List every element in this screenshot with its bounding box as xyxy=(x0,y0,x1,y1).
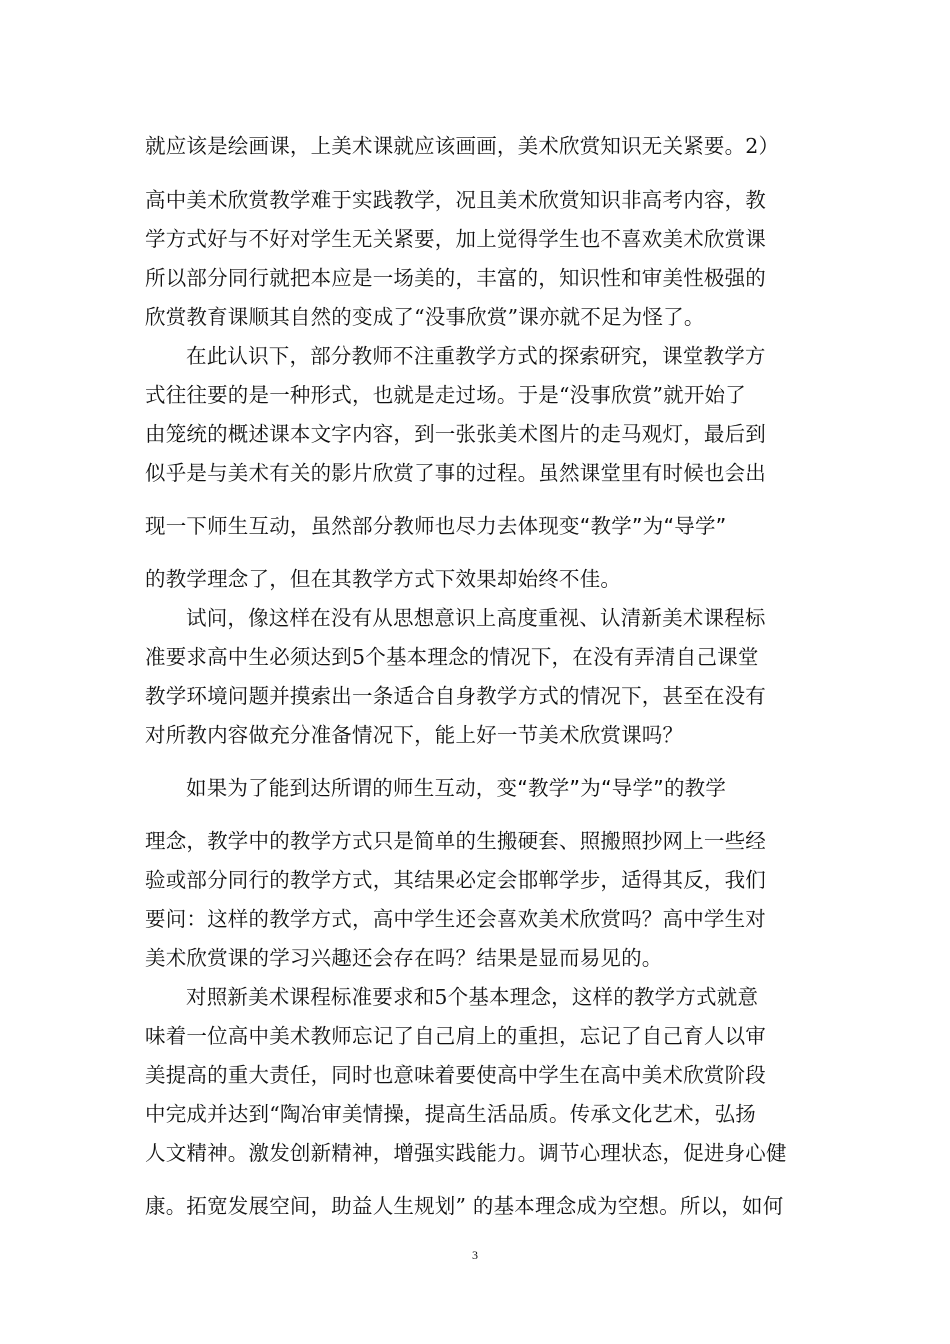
text-line: 味着一位高中美术教师忘记了自己肩上的重担，忘记了自己育人以审 xyxy=(145,1024,766,1048)
page-number: 3 xyxy=(472,1248,478,1262)
text-line: 由笼统的概述课本文字内容，到一张张美术图片的走马观灯，最后到 xyxy=(145,422,766,446)
text-line: 高中美术欣赏教学难于实践教学，况且美术欣赏知识非高考内容，教 xyxy=(145,188,766,212)
text-line: 在此认识下，部分教师不注重教学方式的探索研究，课堂教学方 xyxy=(186,344,766,368)
text-line: 中完成并达到“陶冶审美情操，提高生活品质。传承文化艺术，弘扬 xyxy=(145,1102,756,1126)
text-line xyxy=(145,512,807,540)
text-line: 就应该是绘画课，上美术课就应该画画，美术欣赏知识无关紧要。2） xyxy=(145,134,780,158)
text-line: 似乎是与美术有关的影片欣赏了事的过程。虽然课堂里有时候也会出 xyxy=(145,461,766,485)
text-line xyxy=(186,774,807,802)
text-line: 验或部分同行的教学方式，其结果必定会邯郸学步，适得其反，我们 xyxy=(145,868,766,892)
text-line: 教学环境问题并摸索出一条适合自身教学方式的情况下，甚至在没有 xyxy=(145,684,766,708)
text-line: 美术欣赏课的学习兴趣还会存在吗？结果是显而易见的。 xyxy=(145,946,663,970)
emphasis-phrase: 变“教学”为“导学” xyxy=(496,776,664,800)
text-line: 欣赏教育课顺其自然的变成了“没事欣赏”课亦就不足为怪了。 xyxy=(145,305,705,329)
text-line: 试问，像这样在没有从思想意识上高度重视、认清新美术课程标 xyxy=(186,606,766,630)
text-line: 康。拓宽发展空间，助益人生规划” 的基本理念成为空想。所以，如何 xyxy=(145,1194,784,1218)
emphasis-phrase: 变“教学”为“导学” xyxy=(559,514,727,538)
text-line: 的教学理念了，但在其教学方式下效果却始终不佳。 xyxy=(145,567,622,591)
text-segment: 现一下师生互动，虽然部分教师也尽力去体现 xyxy=(145,514,559,538)
text-line: 美提高的重大责任，同时也意味着要使高中学生在高中美术欣赏阶段 xyxy=(145,1063,766,1087)
text-line: 对照新美术课程标准要求和5个基本理念，这样的教学方式就意 xyxy=(186,985,759,1009)
text-line: 对所教内容做充分准备情况下，能上好一节美术欣赏课吗？ xyxy=(145,723,684,747)
text-segment: 如果为了能到达所谓的师生互动， xyxy=(186,776,497,800)
text-line: 理念，教学中的教学方式只是简单的生搬硬套、照搬照抄网上一些经 xyxy=(145,829,766,853)
text-line: 所以部分同行就把本应是一场美的，丰富的，知识性和审美性极强的 xyxy=(145,266,766,290)
text-line: 要问：这样的教学方式，高中学生还会喜欢美术欣赏吗？高中学生对 xyxy=(145,907,766,931)
text-line: 学方式好与不好对学生无关紧要，加上觉得学生也不喜欢美术欣赏课 xyxy=(145,227,766,251)
text-line: 式往往要的是一种形式，也就是走过场。于是“没事欣赏”就开始了 xyxy=(145,383,746,407)
text-line: 人文精神。激发创新精神，增强实践能力。调节心理状态，促进身心健 xyxy=(145,1141,787,1165)
text-segment: 的教学 xyxy=(663,776,727,800)
text-line: 准要求高中生必须达到5个基本理念的情况下，在没有弄清自己课堂 xyxy=(145,645,759,669)
